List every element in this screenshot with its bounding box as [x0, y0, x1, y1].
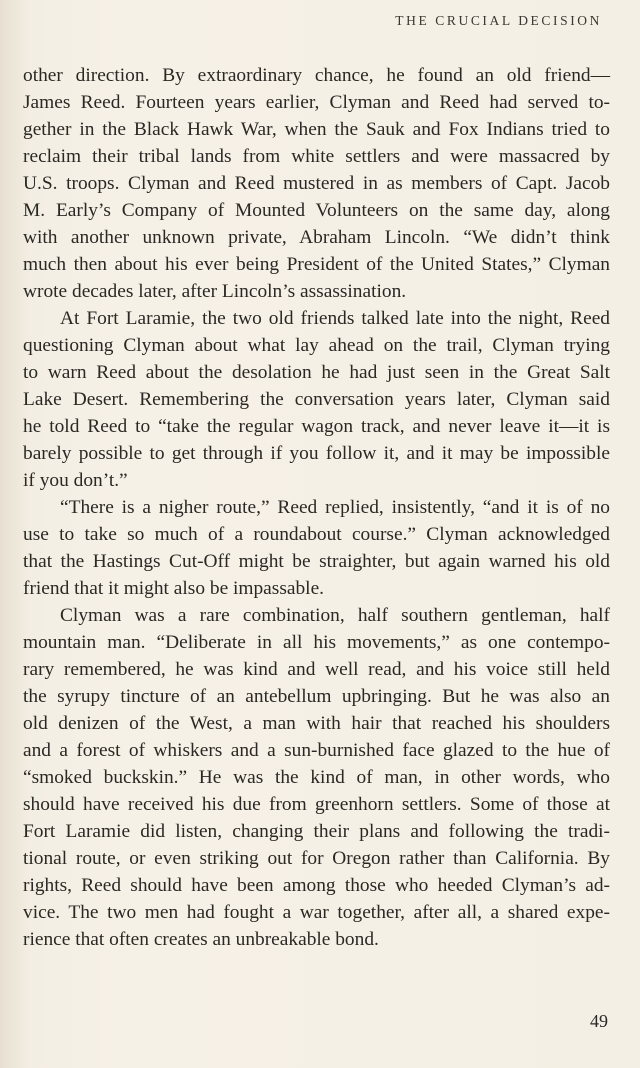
paragraph	[23, 62, 610, 305]
text-line: “smoked buckskin.” He was the kind of man, in other words, who	[23, 767, 610, 788]
text-line: and a forest of whiskers and a sun-burnished face glazed to the hue of	[23, 740, 610, 761]
text-line: mountain man. “Deliberate in all his movements,” as one contempo-	[23, 632, 610, 653]
text-line: U.S. troops. Clyman and Reed mustered in as members of Capt. Jacob	[23, 173, 610, 194]
text-line: he told Reed to “take the regular wagon track, and never leave it—it is	[23, 416, 610, 437]
text-line: should have received his due from greenhorn settlers. Some of those at	[23, 794, 610, 815]
text-line: Fort Laramie did listen, changing their plans and following the tradi-	[23, 821, 610, 842]
text-line: Lake Desert. Remembering the conversation years later, Clyman said	[23, 389, 610, 410]
text-line: At Fort Laramie, the two old friends talked late into the night, Reed	[60, 308, 610, 329]
paragraph	[23, 305, 610, 494]
text-line: reclaim their tribal lands from white settlers and were massacred by	[23, 146, 610, 167]
text-line: M. Early’s Company of Mounted Volunteers on the same day, along	[23, 200, 610, 221]
text-line: James Reed. Fourteen years earlier, Clyman and Reed had served to-	[23, 92, 610, 113]
text-line: that the Hastings Cut-Off might be straighter, but again warned his old	[23, 551, 610, 572]
text-line: with another unknown private, Abraham Lincoln. “We didn’t think	[23, 227, 610, 248]
text-line: much then about his ever being President of the United States,” Clyman	[23, 254, 610, 275]
text-line: rience that often creates an unbreakable bond.	[23, 929, 379, 950]
text-line: the syrupy tincture of an antebellum upbringing. But he was also an	[23, 686, 610, 707]
text-line: Clyman was a rare combination, half southern gentleman, half	[60, 605, 610, 626]
text-line: use to take so much of a roundabout course.” Clyman acknowledged	[23, 524, 610, 545]
text-line: rary remembered, he was kind and well read, and his voice still held	[23, 659, 610, 680]
paragraph	[23, 602, 610, 953]
text-line: questioning Clyman about what lay ahead on the trail, Clyman trying	[23, 335, 610, 356]
running-head: THE CRUCIAL DECISION	[395, 13, 602, 28]
text-line: to warn Reed about the desolation he had just seen in the Great Salt	[23, 362, 610, 383]
text-line: gether in the Black Hawk War, when the Sauk and Fox Indians tried to	[23, 119, 610, 140]
text-line: vice. The two men had fought a war together, after all, a shared expe-	[23, 902, 610, 923]
text-line: rights, Reed should have been among those who heeded Clyman’s ad-	[23, 875, 610, 896]
text-line: tional route, or even striking out for Oregon rather than California. By	[23, 848, 610, 869]
body-text	[23, 62, 610, 953]
text-line: other direction. By extraordinary chance, he found an old friend—	[23, 65, 610, 86]
paragraph	[23, 494, 610, 602]
text-line: “There is a nigher route,” Reed replied, insistently, “and it is of no	[60, 497, 610, 518]
text-line: if you don’t.”	[23, 470, 128, 491]
text-line: wrote decades later, after Lincoln’s assassination.	[23, 281, 407, 302]
text-line: old denizen of the West, a man with hair that reached his shoulders	[23, 713, 610, 734]
text-line: friend that it might also be impassable.	[23, 578, 325, 599]
text-line: barely possible to get through if you follow it, and it may be impossible	[23, 443, 610, 464]
page-number: 49	[590, 1011, 608, 1031]
